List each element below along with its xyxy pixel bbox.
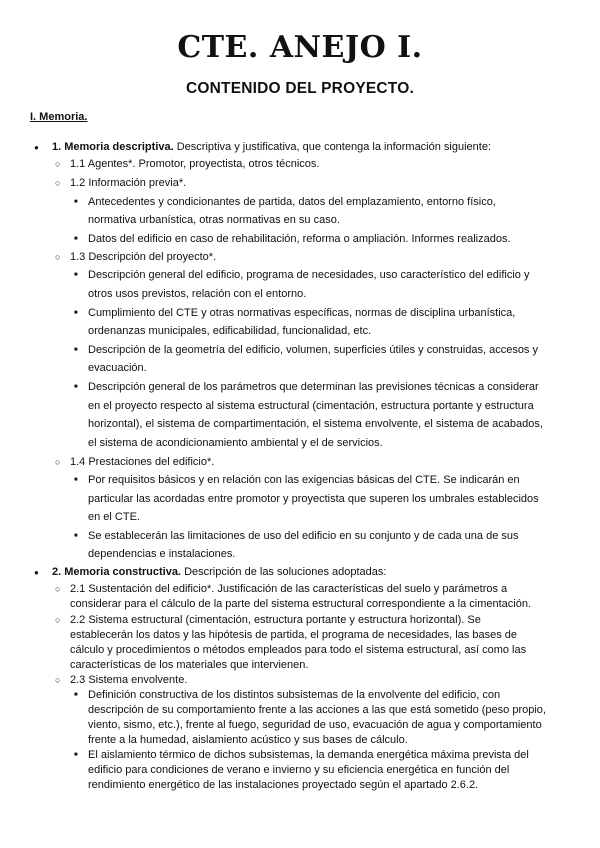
bullet-1-3-c: ■ Descripción de la geometría del edificio, volumen, superficies útiles y construidas, accesos y <box>88 344 538 357</box>
sub-item-2-1-cont: considerar para el cálculo de la parte del sistema estructural correspondiente a la cimentación. <box>70 598 532 610</box>
bullet-1-3-a-cont: otros usos previstos, relación con el entorno. <box>88 288 307 300</box>
bullet-1-3-d-cont3: el sistema de acondicionamiento ambiental y el de servicios. <box>88 437 383 449</box>
bullet-2-3-a-cont1: descripción de su comportamiento frente a las acciones a las que está sometido (peso propio, <box>88 704 546 716</box>
item-text: Descriptiva y justificativa, que contenga la información siguiente: <box>176 141 492 153</box>
bullet-1-2-a: ■ Antecedentes y condicionantes de partida, datos del emplazamiento, entorno físico, <box>88 196 496 209</box>
bullet-1-4-a-cont2: en el CTE. <box>88 511 140 523</box>
bullet-1-3-d-cont1: en el proyecto respecto al sistema estructural (cimentación, estructura portante y estructura <box>88 400 534 412</box>
sub-item-2-2-cont3: características de los materiales que intervienen. <box>70 659 309 671</box>
sub-item-1-2: ○ 1.2 Información previa*. <box>70 177 186 190</box>
item-text: Descripción de las soluciones adoptadas: <box>184 566 387 578</box>
bullet-1-3-b-cont: ordenanzas municipales, edificabilidad, funcionalidad, etc. <box>88 325 372 337</box>
sub-item-1-1: ○ 1.1 Agentes*. Promotor, proyectista, otros técnicos. <box>70 158 319 171</box>
document-title: CTE. ANEJO I. <box>177 30 423 65</box>
bullet-1-4-a-cont1: particular las acordadas entre promotor y proyectista que superen los umbrales establecidos <box>88 493 539 505</box>
bullet-2-3-b-cont2: rendimiento energético de las instalaciones proyectado según el apartado 2.6.2. <box>88 779 479 791</box>
bullet-2-3-a-cont3: frente a la humedad, aislamiento acústico y sus bases de cálculo. <box>88 734 408 746</box>
bullet-2-3-b-cont1: edificio para condiciones de verano e invierno y su eficiencia energética en función del <box>88 764 510 776</box>
sub-item-2-1: ○ 2.1 Sustentación del edificio*. Justificación de las características del suelo y parámetros a <box>70 583 507 596</box>
item-label: 1. Memoria descriptiva. <box>52 141 174 153</box>
bullet-1-3-a: ■ Descripción general del edificio, programa de necesidades, uso característico del edificio y <box>88 269 529 282</box>
bullet-1-4-b-cont: dependencias e instalaciones. <box>88 548 236 560</box>
sub-item-2-3: ○ 2.3 Sistema envolvente. <box>70 674 187 687</box>
item-label: 2. Memoria constructiva. <box>52 566 181 578</box>
bullet-2-3-a: ■ Definición constructiva de los distintos subsistemas de la envolvente del edificio, con <box>88 689 500 702</box>
bullet-2-3-a-cont2: viento, sismo, etc.), frente al fuego, seguridad de uso, evacuación de agua y comportamiento <box>88 719 542 731</box>
bullet-1-3-d: ■ Descripción general de los parámetros que determinan las previsiones técnicas a considerar <box>88 381 539 394</box>
sub-item-1-4: ○ 1.4 Prestaciones del edificio*. <box>70 456 214 469</box>
bullet-1-2-a-cont: normativa urbanística, otras normativas en su caso. <box>88 214 340 226</box>
bullet-1-3-d-cont2: horizontal), el sistema de compartimentación, el sistema envolvente, el sistema de acabados, <box>88 418 543 430</box>
bullet-1-4-a: ■ Por requisitos básicos y en relación con las exigencias básicas del CTE. Se indicarán en <box>88 474 520 487</box>
sub-item-2-2-cont1: establecerán los datos y las hipótesis de partida, el programa de necesidades, las bases de <box>70 629 517 641</box>
bullet-1-4-b: ■ Se establecerán las limitaciones de uso del edificio en su conjunto y de cada una de sus <box>88 530 519 543</box>
document-subtitle: CONTENIDO DEL PROYECTO. <box>186 80 414 97</box>
list-item-memoria-descriptiva <box>52 141 491 154</box>
sub-item-2-2: ○ 2.2 Sistema estructural (cimentación, estructura portante y estructura horizontal). Se <box>70 614 481 627</box>
bullet-1-3-c-cont: evacuación. <box>88 362 147 374</box>
sub-item-1-3: ○ 1.3 Descripción del proyecto*. <box>70 251 216 264</box>
bullet-1-2-b: ■ Datos del edificio en caso de rehabilitación, reforma o ampliación. Informes realizados. <box>88 233 511 246</box>
sub-item-2-2-cont2: cálculo y procedimientos o métodos empleados para todo el sistema estructural, así como las <box>70 644 527 656</box>
section-heading: I. Memoria. <box>30 111 88 123</box>
list-item-memoria-constructiva <box>52 566 386 579</box>
bullet-1-3-b: ■ Cumplimiento del CTE y otras normativas específicas, normas de disciplina urbanística, <box>88 307 515 320</box>
bullet-2-3-b: ■ El aislamiento térmico de dichos subsistemas, la demanda energética máxima prevista del <box>88 749 529 762</box>
